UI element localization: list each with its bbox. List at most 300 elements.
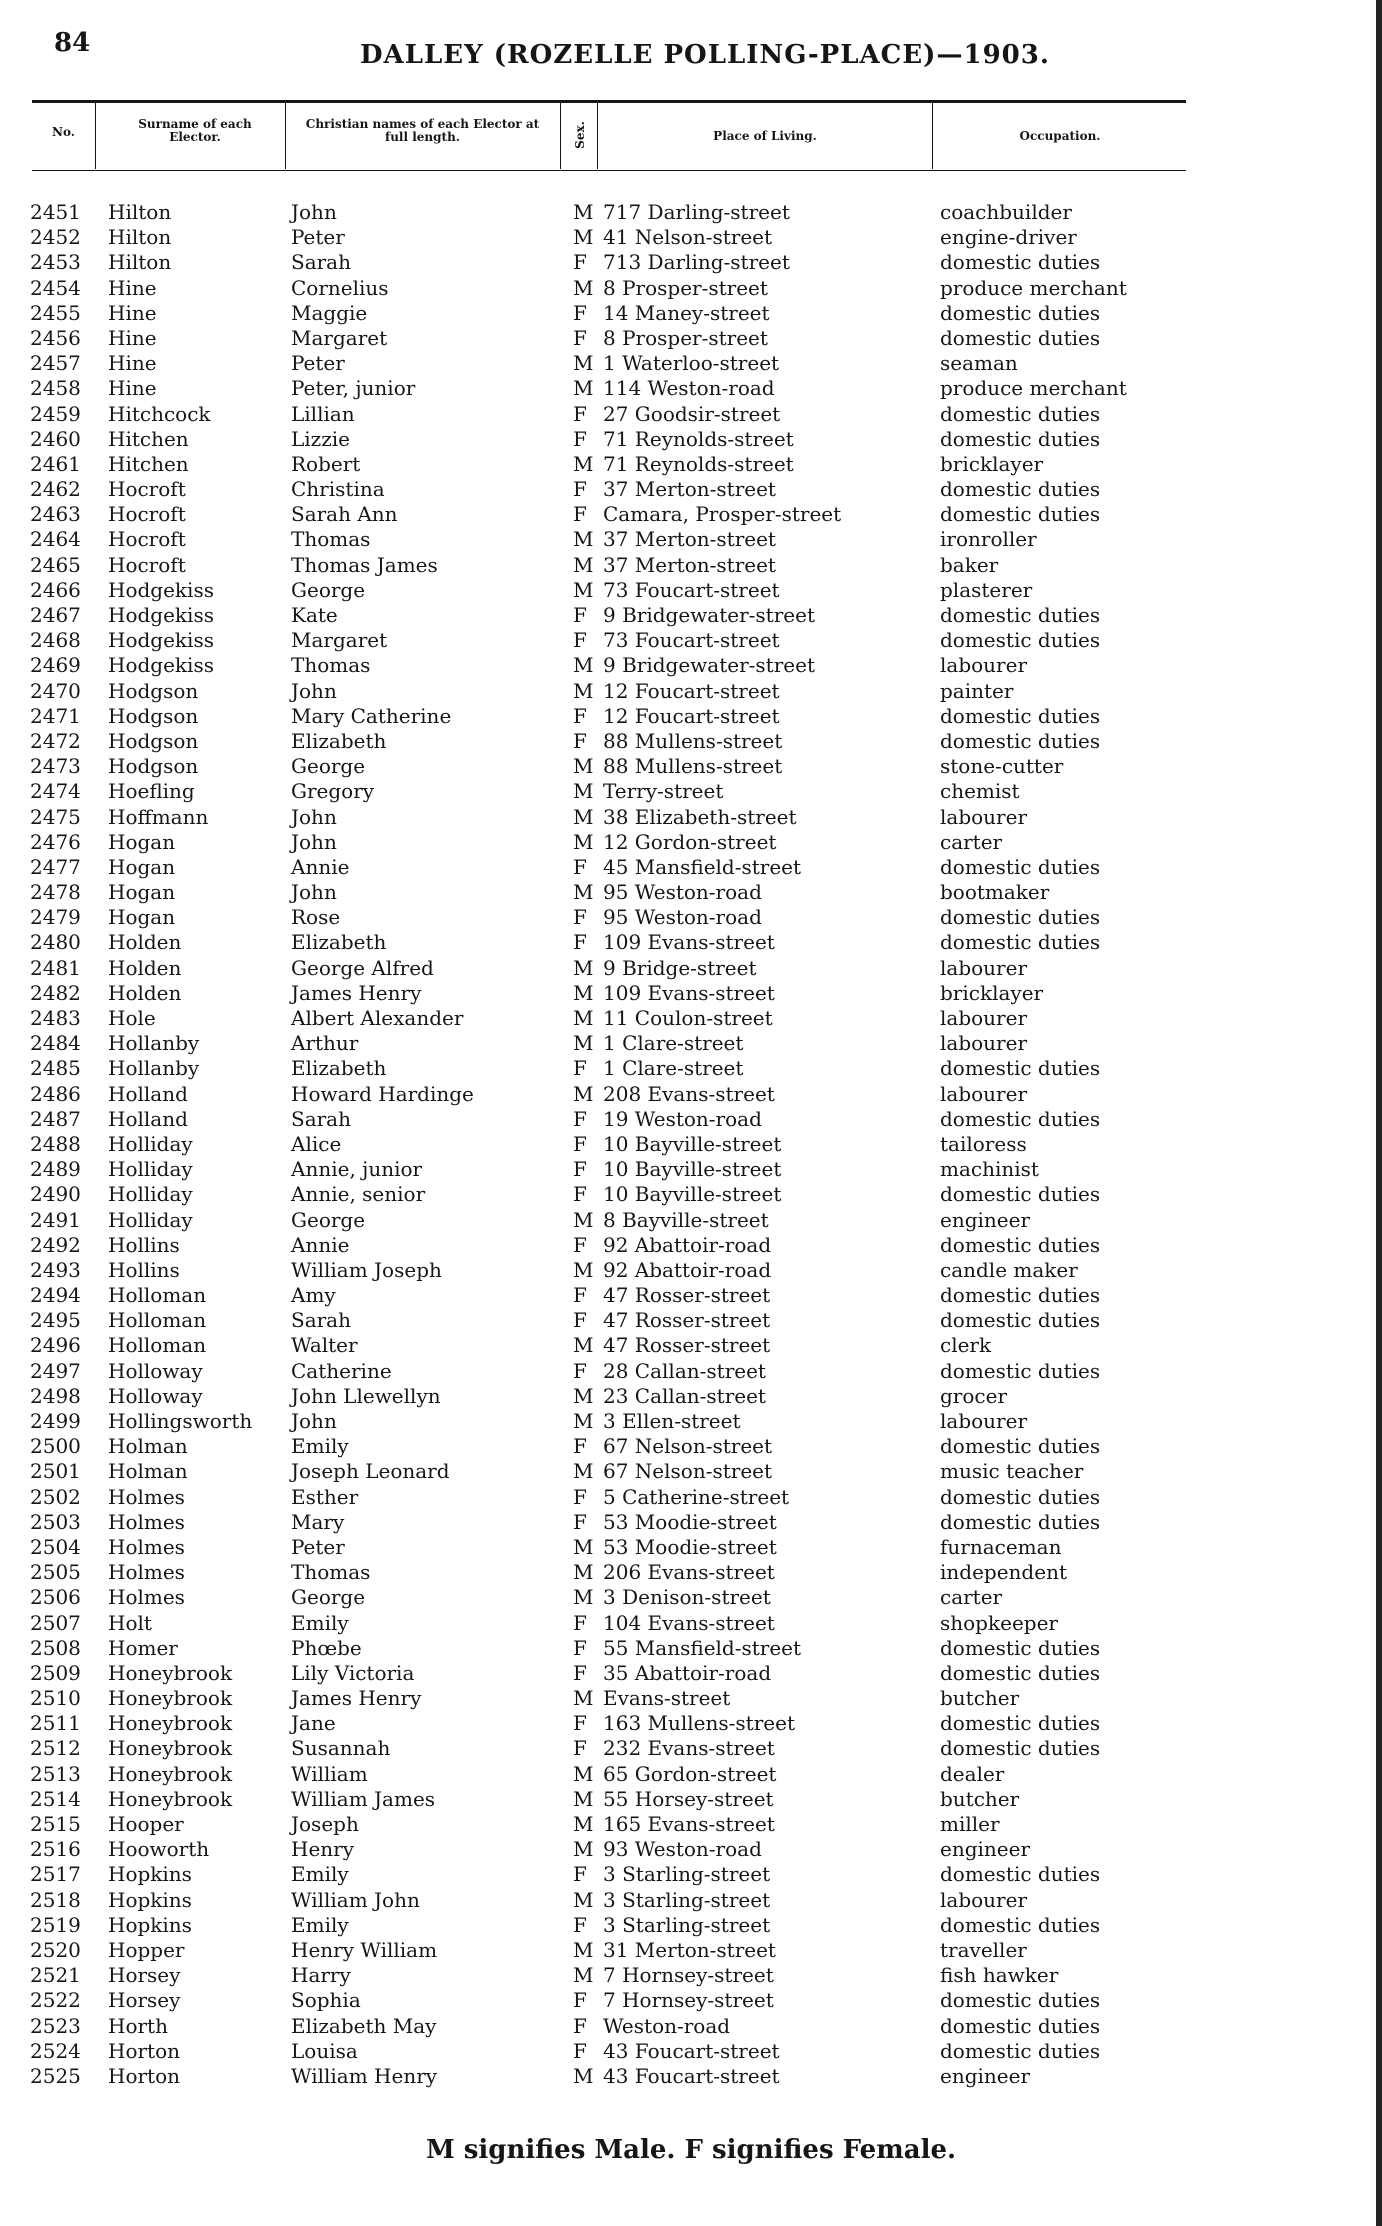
elector-christian-names: Elizabeth [291,1056,387,1081]
elector-row [0,1485,1382,1510]
elector-number: 2477 [30,854,81,879]
elector-place-of-living: 38 Elizabeth-street [603,804,797,829]
elector-occupation: domestic duties [940,2038,1101,2063]
elector-place-of-living: Camara, Prosper-street [603,502,842,527]
elector-occupation: domestic duties [940,426,1101,451]
elector-row [0,200,1382,225]
elector-christian-names: Henry [291,1837,355,1862]
elector-place-of-living: 88 Mullens-street [603,754,783,779]
elector-christian-names: Annie, junior [291,1157,423,1182]
elector-occupation: domestic duties [940,1862,1101,1887]
elector-place-of-living: 67 Nelson-street [603,1459,773,1484]
elector-number: 2505 [30,1560,81,1585]
elector-surname: Hollanby [108,1056,200,1081]
elector-christian-names: Annie [291,1232,350,1257]
column-divider [932,103,933,169]
elector-number: 2480 [30,930,81,955]
elector-sex: M [573,754,594,779]
elector-place-of-living: 3 Starling-street [603,1912,771,1937]
elector-sex: F [573,1635,587,1660]
elector-surname: Holland [108,1106,188,1131]
elector-place-of-living: 12 Foucart-street [603,703,780,728]
elector-surname: Holmes [108,1534,185,1559]
elector-sex: M [573,351,594,376]
elector-place-of-living: 55 Horsey-street [603,1786,774,1811]
elector-surname: Hogan [108,854,176,879]
elector-row [0,930,1382,955]
elector-number: 2464 [30,527,81,552]
elector-surname: Hine [108,351,157,376]
elector-sex: M [573,527,594,552]
elector-surname: Hocroft [108,477,186,502]
header-no: No. [52,125,75,139]
elector-christian-names: Elizabeth May [291,2013,437,2038]
elector-place-of-living: 7 Hornsey-street [603,1988,774,2013]
elector-surname: Holliday [108,1207,193,1232]
elector-sex: M [573,200,594,224]
elector-sex: F [573,1182,587,1207]
elector-occupation: domestic duties [940,1484,1101,1509]
elector-place-of-living: 12 Foucart-street [603,678,780,703]
elector-occupation: domestic duties [940,477,1101,502]
elector-christian-names: Thomas [291,1560,371,1585]
elector-number: 2499 [30,1409,81,1433]
elector-place-of-living: 41 Nelson-street [603,225,773,250]
elector-sex: F [573,603,587,627]
elector-row [0,301,1382,326]
elector-occupation: domestic duties [940,905,1101,930]
elector-row [0,502,1382,527]
elector-sex: M [573,880,594,905]
elector-number: 2496 [30,1333,81,1358]
elector-row [0,1560,1382,1585]
elector-place-of-living: 37 Merton-street [603,552,776,577]
elector-number: 2455 [30,300,81,325]
elector-surname: Hitchen [108,426,189,451]
elector-occupation: labourer [940,1031,1028,1056]
elector-place-of-living: 3 Ellen-street [603,1409,741,1433]
elector-number: 2501 [30,1459,81,1484]
elector-sex: F [573,1988,587,2013]
elector-occupation: domestic duties [940,1056,1101,1081]
elector-occupation: engineer [940,1837,1031,1862]
elector-row [0,2014,1382,2039]
elector-row [0,1459,1382,1484]
elector-number: 2494 [30,1283,81,1308]
elector-sex: F [573,1484,587,1509]
elector-row [0,653,1382,678]
elector-surname: Honeybrook [108,1711,233,1736]
elector-sex: F [573,1736,587,1761]
elector-sex: M [573,1937,594,1962]
elector-place-of-living: 67 Nelson-street [603,1434,773,1459]
elector-surname: Hooper [108,1812,184,1836]
elector-place-of-living: 45 Mansfield-street [603,854,802,879]
elector-sex: F [573,1862,587,1887]
elector-number: 2486 [30,1081,81,1106]
elector-occupation: independent [940,1560,1067,1585]
elector-christian-names: William Henry [291,2063,438,2088]
elector-number: 2473 [30,754,81,779]
elector-place-of-living: 9 Bridgewater-street [603,603,815,627]
elector-number: 2456 [30,325,81,350]
elector-number: 2478 [30,880,81,905]
elector-place-of-living: 8 Bayville-street [603,1207,769,1232]
elector-sex: M [573,980,594,1005]
elector-place-of-living: 3 Starling-street [603,1862,771,1887]
elector-row [0,1661,1382,1686]
elector-occupation: seaman [940,351,1018,376]
elector-row [0,754,1382,779]
elector-row [0,376,1382,401]
page-title: DALLEY (ROZELLE POLLING-PLACE)—1903. [360,40,1050,70]
elector-surname: Honeybrook [108,1660,233,1685]
elector-surname: Honeybrook [108,1761,233,1786]
elector-number: 2515 [30,1812,81,1836]
elector-christian-names: Annie [291,854,350,879]
elector-christian-names: Elizabeth [291,930,387,955]
elector-christian-names: William [291,1761,368,1786]
elector-christian-names: Mary [291,1509,345,1534]
elector-occupation: chemist [940,779,1020,804]
elector-row [0,1787,1382,1812]
elector-surname: Hitchen [108,451,189,476]
elector-number: 2512 [30,1736,81,1761]
elector-occupation: domestic duties [940,603,1101,627]
elector-place-of-living: 92 Abattoir-road [603,1257,772,1282]
elector-number: 2493 [30,1257,81,1282]
elector-place-of-living: 104 Evans-street [603,1610,775,1635]
elector-place-of-living: 95 Weston-road [603,905,762,930]
elector-number: 2519 [30,1912,81,1937]
elector-occupation: domestic duties [940,1509,1101,1534]
elector-row [0,1082,1382,1107]
elector-place-of-living: 208 Evans-street [603,1081,775,1106]
elector-number: 2452 [30,225,81,250]
elector-surname: Hooworth [108,1837,210,1862]
elector-surname: Hine [108,376,157,401]
elector-number: 2474 [30,779,81,804]
elector-surname: Hogan [108,829,176,854]
elector-sex: F [573,1660,587,1685]
elector-row [0,855,1382,880]
elector-sex: F [573,728,587,753]
elector-row [0,1988,1382,2013]
elector-row [0,830,1382,855]
elector-number: 2498 [30,1383,81,1408]
elector-occupation: labourer [940,804,1028,829]
elector-sex: F [573,1610,587,1635]
elector-row [0,1812,1382,1837]
elector-christian-names: Howard Hardinge [291,1081,474,1106]
elector-place-of-living: 92 Abattoir-road [603,1232,772,1257]
elector-occupation: clerk [940,1333,992,1358]
elector-surname: Horton [108,2038,181,2063]
elector-sex: M [573,1207,594,1232]
elector-christian-names: Annie, senior [291,1182,426,1207]
elector-christian-names: Phœbe [291,1635,362,1660]
elector-number: 2524 [30,2038,81,2063]
elector-place-of-living: 53 Moodie-street [603,1509,777,1534]
elector-occupation: domestic duties [940,930,1101,955]
elector-number: 2471 [30,703,81,728]
elector-christian-names: Susannah [291,1736,391,1761]
elector-place-of-living: 1 Clare-street [603,1031,744,1056]
elector-number: 2507 [30,1610,81,1635]
elector-number: 2491 [30,1207,81,1232]
electors-list [0,200,1382,2089]
elector-sex: M [573,1786,594,1811]
elector-surname: Holt [108,1610,152,1635]
elector-number: 2462 [30,477,81,502]
elector-christian-names: Cornelius [291,275,389,300]
elector-surname: Holmes [108,1585,185,1610]
elector-surname: Horsey [108,1988,181,2013]
elector-row [0,880,1382,905]
elector-row [0,402,1382,427]
elector-occupation: bricklayer [940,980,1044,1005]
elector-occupation: domestic duties [940,703,1101,728]
elector-number: 2525 [30,2063,81,2088]
elector-occupation: domestic duties [940,2013,1101,2038]
elector-occupation: carter [940,829,1003,854]
elector-christian-names: Louisa [291,2038,358,2063]
elector-sex: F [573,854,587,879]
elector-surname: Hodgekiss [108,628,214,653]
elector-sex: M [573,1333,594,1358]
elector-surname: Hollingsworth [108,1409,253,1433]
elector-occupation: bricklayer [940,451,1044,476]
elector-surname: Holland [108,1081,188,1106]
elector-surname: Horth [108,2013,168,2038]
elector-row [0,956,1382,981]
elector-christian-names: Emily [291,1912,349,1937]
elector-occupation: dealer [940,1761,1005,1786]
elector-row [0,2039,1382,2064]
elector-place-of-living: 47 Rosser-street [603,1308,771,1333]
elector-sex: F [573,1711,587,1736]
elector-row [0,1736,1382,1761]
elector-occupation: domestic duties [940,1635,1101,1660]
elector-christian-names: Elizabeth [291,728,387,753]
elector-occupation: machinist [940,1157,1039,1182]
elector-surname: Hopkins [108,1862,192,1887]
elector-number: 2484 [30,1031,81,1056]
elector-occupation: produce merchant [940,275,1127,300]
elector-occupation: domestic duties [940,401,1101,426]
elector-surname: Hopkins [108,1887,192,1912]
elector-surname: Hodgson [108,703,199,728]
elector-christian-names: William John [291,1887,420,1912]
elector-christian-names: George Alfred [291,955,434,980]
elector-sex: F [573,1157,587,1182]
elector-sex: M [573,1383,594,1408]
elector-occupation: fish hawker [940,1963,1059,1988]
elector-christian-names: Gregory [291,779,375,804]
elector-sex: M [573,804,594,829]
elector-occupation: domestic duties [940,502,1101,527]
elector-occupation: domestic duties [940,1358,1101,1383]
elector-place-of-living: 95 Weston-road [603,880,762,905]
elector-number: 2503 [30,1509,81,1534]
elector-place-of-living: 10 Bayville-street [603,1157,782,1182]
elector-christian-names: William James [291,1786,436,1811]
elector-surname: Hilton [108,225,172,250]
elector-place-of-living: 71 Reynolds-street [603,451,794,476]
elector-row [0,628,1382,653]
elector-christian-names: Peter [291,225,345,250]
elector-sex: F [573,1131,587,1156]
elector-sex: F [573,1056,587,1081]
elector-place-of-living: 10 Bayville-street [603,1182,782,1207]
elector-number: 2468 [30,628,81,653]
elector-christian-names: Kate [291,603,338,627]
elector-sex: F [573,703,587,728]
elector-sex: F [573,1308,587,1333]
elector-surname: Hogan [108,880,176,905]
elector-sex: F [573,502,587,527]
elector-christian-names: Mary Catherine [291,703,452,728]
elector-number: 2485 [30,1056,81,1081]
elector-sex: F [573,1912,587,1937]
elector-number: 2500 [30,1434,81,1459]
elector-surname: Hine [108,325,157,350]
elector-christian-names: Esther [291,1484,359,1509]
elector-christian-names: Sarah [291,250,351,275]
elector-row [0,1359,1382,1384]
elector-christian-names: Lillian [291,401,355,426]
elector-place-of-living: 109 Evans-street [603,980,775,1005]
elector-christian-names: Margaret [291,628,388,653]
elector-number: 2514 [30,1786,81,1811]
elector-surname: Hopkins [108,1912,192,1937]
elector-occupation: labourer [940,1887,1028,1912]
elector-sex: F [573,426,587,451]
elector-christian-names: Maggie [291,300,368,325]
elector-sex: F [573,905,587,930]
elector-row [0,1333,1382,1358]
elector-occupation: domestic duties [940,325,1101,350]
elector-occupation: grocer [940,1383,1008,1408]
elector-number: 2520 [30,1937,81,1962]
elector-sex: M [573,275,594,300]
elector-christian-names: Sarah [291,1106,351,1131]
elector-row [0,603,1382,628]
column-divider [95,103,96,169]
elector-christian-names: Catherine [291,1358,392,1383]
elector-number: 2489 [30,1157,81,1182]
elector-christian-names: Sarah Ann [291,502,398,527]
elector-christian-names: Joseph [291,1812,359,1836]
elector-number: 2511 [30,1711,81,1736]
elector-sex: M [573,1837,594,1862]
elector-row [0,779,1382,804]
elector-number: 2504 [30,1534,81,1559]
elector-surname: Hollanby [108,1031,200,1056]
sex-legend-footer: M signifies Male. F signifies Female. [425,2135,957,2165]
elector-sex: F [573,1434,587,1459]
elector-christian-names: Lily Victoria [291,1660,415,1685]
elector-christian-names: John Llewellyn [291,1383,441,1408]
elector-sex: M [573,552,594,577]
elector-surname: Hine [108,300,157,325]
elector-christian-names: Robert [291,451,361,476]
elector-christian-names: James Henry [291,1686,422,1711]
elector-place-of-living: 1 Waterloo-street [603,351,780,376]
elector-surname: Honeybrook [108,1736,233,1761]
elector-number: 2469 [30,653,81,678]
elector-surname: Honeybrook [108,1786,233,1811]
elector-row [0,1611,1382,1636]
elector-place-of-living: 165 Evans-street [603,1812,775,1836]
elector-place-of-living: 35 Abattoir-road [603,1660,772,1685]
elector-number: 2453 [30,250,81,275]
elector-row [0,250,1382,275]
elector-occupation: bootmaker [940,880,1050,905]
elector-occupation: butcher [940,1786,1020,1811]
elector-number: 2451 [30,200,81,224]
elector-occupation: shopkeeper [940,1610,1058,1635]
elector-sex: M [573,376,594,401]
elector-occupation: domestic duties [940,1106,1101,1131]
elector-occupation: stone-cutter [940,754,1064,779]
elector-row [0,578,1382,603]
elector-row [0,1434,1382,1459]
elector-sex: M [573,829,594,854]
elector-surname: Hocroft [108,552,186,577]
elector-number: 2467 [30,603,81,627]
elector-row [0,225,1382,250]
elector-place-of-living: 19 Weston-road [603,1106,762,1131]
elector-sex: F [573,300,587,325]
elector-place-of-living: 10 Bayville-street [603,1131,782,1156]
elector-place-of-living: 163 Mullens-street [603,1711,795,1736]
elector-row [0,276,1382,301]
elector-occupation: plasterer [940,577,1033,602]
elector-christian-names: Walter [291,1333,358,1358]
elector-sex: F [573,477,587,502]
elector-christian-names: Peter [291,1534,345,1559]
elector-surname: Holden [108,980,182,1005]
elector-christian-names: John [291,1409,337,1433]
elector-surname: Hollins [108,1257,180,1282]
elector-number: 2522 [30,1988,81,2013]
elector-number: 2461 [30,451,81,476]
elector-sex: M [573,1031,594,1056]
elector-place-of-living: 73 Foucart-street [603,628,780,653]
elector-christian-names: Christina [291,477,385,502]
elector-place-of-living: 114 Weston-road [603,376,775,401]
elector-row [0,1384,1382,1409]
elector-occupation: labourer [940,1081,1028,1106]
elector-sex: M [573,779,594,804]
elector-surname: Holloman [108,1283,207,1308]
elector-row [0,452,1382,477]
elector-place-of-living: 9 Bridge-street [603,955,757,980]
elector-surname: Holliday [108,1157,193,1182]
elector-occupation: labourer [940,955,1028,980]
elector-occupation: furnaceman [940,1534,1062,1559]
elector-occupation: domestic duties [940,300,1101,325]
elector-sex: M [573,1409,594,1433]
elector-occupation: domestic duties [940,1182,1101,1207]
column-divider [597,103,598,169]
elector-row [0,1913,1382,1938]
elector-row [0,1157,1382,1182]
elector-place-of-living: Terry-street [603,779,724,804]
elector-row [0,1006,1382,1031]
elector-row [0,1208,1382,1233]
